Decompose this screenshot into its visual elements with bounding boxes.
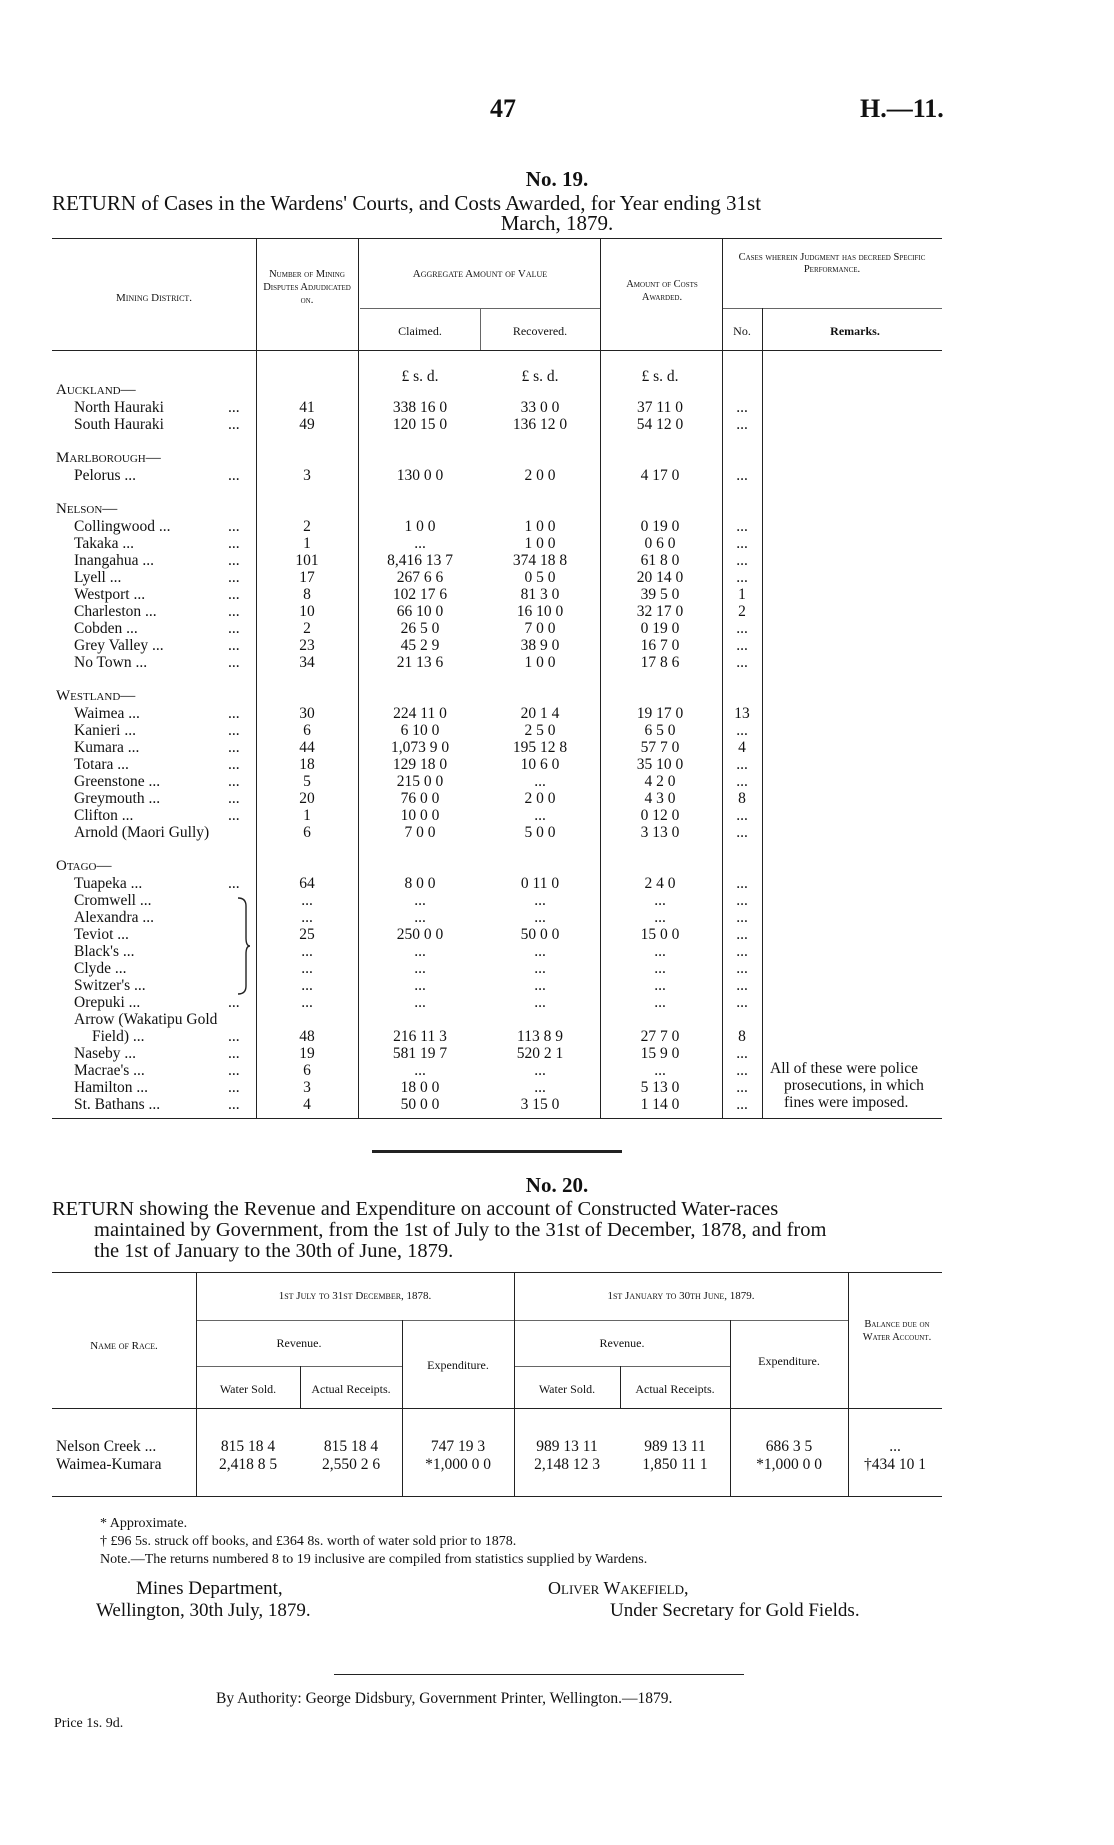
cell-disputes: ... xyxy=(301,977,313,994)
leader-dots: ... xyxy=(228,756,240,773)
leader-dots: ... xyxy=(228,1028,240,1045)
cell-claimed: ... xyxy=(414,960,426,977)
cell-costs: 37 11 0 xyxy=(637,399,683,416)
cell-ws1: 815 18 4 xyxy=(220,1438,276,1455)
cell-recovered: 136 12 0 xyxy=(512,416,568,433)
district-name: Lyell ... xyxy=(74,569,122,586)
cell-no: ... xyxy=(736,943,748,960)
leader-dots: ... xyxy=(228,807,240,824)
cell-claimed: 8,416 13 7 xyxy=(387,552,453,569)
district-name: Kumara ... xyxy=(74,739,140,756)
cell-costs: 4 3 0 xyxy=(644,790,676,807)
district-name: Hamilton ... xyxy=(74,1079,149,1096)
district-name: Grey Valley ... xyxy=(74,637,164,654)
cell-no: 2 xyxy=(738,603,746,620)
cell-costs: ... xyxy=(654,977,666,994)
hdr-recovered: Recovered. xyxy=(512,324,568,338)
page-number: 47 xyxy=(490,94,516,123)
cell-recovered: ... xyxy=(534,960,546,977)
district-name: Alexandra ... xyxy=(74,909,155,926)
leader-dots: ... xyxy=(228,773,240,790)
cell-claimed: 66 10 0 xyxy=(396,603,444,620)
cell-disputes: ... xyxy=(301,943,313,960)
hdr-judgment: Cases wherein Judgment has decreed Specific Performance. xyxy=(738,252,926,275)
leader-dots: ... xyxy=(228,1062,240,1079)
cell-recovered: ... xyxy=(534,994,546,1011)
district-name: Westport ... xyxy=(74,586,146,603)
cell-claimed: 216 11 3 xyxy=(393,1028,447,1045)
district-name: Cromwell ... xyxy=(74,892,152,909)
footnote-dagger: † £96 5s. struck off books, and £364 8s. worth of water sold prior to 1878. xyxy=(100,1534,517,1549)
hdr-expenditure1: Expenditure. xyxy=(427,1358,489,1372)
leader-dots: ... xyxy=(228,399,240,416)
cell-recovered: 1 0 0 xyxy=(524,518,556,535)
remarks-text xyxy=(770,1060,924,1111)
cell-no: ... xyxy=(736,994,748,1011)
cell-recovered: 20 1 4 xyxy=(520,705,560,722)
cell-costs: ... xyxy=(654,943,666,960)
cell-claimed: 26 5 0 xyxy=(400,620,440,637)
cell-costs: ... xyxy=(654,994,666,1011)
district-name: Tuapeka ... xyxy=(74,875,143,892)
cell-disputes: 6 xyxy=(303,824,311,841)
cell-claimed: 130 0 0 xyxy=(396,467,444,484)
bracket-brace xyxy=(236,896,252,996)
cell-claimed: 6 10 0 xyxy=(400,722,440,739)
district-name: Kanieri ... xyxy=(74,722,136,739)
district-name: Teviot ... xyxy=(74,926,129,943)
cell-no: ... xyxy=(736,535,748,552)
district-name: Inangahua ... xyxy=(74,552,155,569)
cell-no: ... xyxy=(736,620,748,637)
hdr-period1: 1st July to 31st December, 1878. xyxy=(278,1290,432,1302)
return20-title-line2: maintained by Government, from the 1st of July to the 31st of December, 1878, and from xyxy=(94,1219,827,1241)
cell-ar1: 815 18 4 xyxy=(323,1438,379,1455)
cell-disputes: 20 xyxy=(299,790,315,807)
cell-no: ... xyxy=(736,1062,748,1079)
district-name: Clifton ... xyxy=(74,807,134,824)
cell-no: ... xyxy=(736,467,748,484)
hdr-period2: 1st January to 30th June, 1879. xyxy=(607,1290,755,1302)
cell-costs: 0 19 0 xyxy=(640,620,680,637)
cell-no: ... xyxy=(736,909,748,926)
hdr-costs: Amount of Costs Awarded. xyxy=(626,279,698,303)
cell-no: 1 xyxy=(738,586,746,603)
district-name: Field) ... xyxy=(92,1028,145,1045)
hdr-revenue2: Revenue. xyxy=(599,1336,645,1350)
cell-no: 4 xyxy=(738,739,746,756)
district-group-heading: Marlborough— xyxy=(56,450,161,466)
cell-no: 13 xyxy=(734,705,750,722)
return20-no: No. 20. xyxy=(525,1173,589,1197)
cell-costs: 0 12 0 xyxy=(640,807,680,824)
cell-disputes: 41 xyxy=(299,399,315,416)
cell-costs: 39 5 0 xyxy=(640,586,680,603)
district-group-heading: Auckland— xyxy=(56,382,136,398)
cell-recovered: 38 9 0 xyxy=(520,637,560,654)
cell-costs: 61 8 0 xyxy=(640,552,680,569)
cell-disputes: 64 xyxy=(299,875,315,892)
leader-dots: ... xyxy=(228,705,240,722)
leader-dots: ... xyxy=(228,1045,240,1062)
cell-costs: 4 2 0 xyxy=(644,773,676,790)
cell-recovered: ... xyxy=(534,943,546,960)
cell-recovered: ... xyxy=(534,1062,546,1079)
cell-disputes: 6 xyxy=(303,1062,311,1079)
cell-claimed: 1,073 9 0 xyxy=(390,739,450,756)
district-name: St. Bathans ... xyxy=(74,1096,161,1113)
cell-costs: ... xyxy=(654,1062,666,1079)
cell-no: ... xyxy=(736,569,748,586)
remarks-line: All of these were police xyxy=(770,1060,919,1077)
hdr-remarks: Remarks. xyxy=(830,324,880,338)
cell-claimed: 215 0 0 xyxy=(396,773,444,790)
district-name: No Town ... xyxy=(74,654,148,671)
cell-claimed: 1 0 0 xyxy=(404,518,436,535)
cell-ws2: 989 13 11 xyxy=(536,1438,598,1455)
cell-claimed: 21 13 6 xyxy=(396,654,444,671)
return19-title-line2: March, 1879. xyxy=(500,211,614,235)
cell-disputes: 101 xyxy=(295,552,319,569)
cell-no: ... xyxy=(736,637,748,654)
cell-recovered: 2 0 0 xyxy=(524,467,556,484)
cell-no: ... xyxy=(736,552,748,569)
district-name: Black's ... xyxy=(74,943,135,960)
cell-claimed: 338 16 0 xyxy=(392,399,448,416)
district-name: Naseby ... xyxy=(74,1045,136,1062)
page-code: H.—11. xyxy=(860,94,944,123)
cell-disputes: 4 xyxy=(303,1096,311,1113)
cell-disputes: 25 xyxy=(299,926,315,943)
district-name: Waimea ... xyxy=(74,705,140,722)
leader-dots: ... xyxy=(228,739,240,756)
cell-no: ... xyxy=(736,1079,748,1096)
hdr-aggregate: Aggregate Amount of Value xyxy=(412,268,548,280)
cell-no: ... xyxy=(736,824,748,841)
cell-costs: 5 13 0 xyxy=(640,1079,680,1096)
return20-title-line3: the 1st of January to the 30th of June, 1879. xyxy=(94,1240,454,1262)
cell-ws2: 2,148 12 3 xyxy=(534,1456,600,1473)
cell-no: ... xyxy=(736,807,748,824)
cell-claimed: 267 6 6 xyxy=(396,569,444,586)
leader-dots: ... xyxy=(228,722,240,739)
cell-no: ... xyxy=(736,875,748,892)
cell-costs: 20 14 0 xyxy=(636,569,684,586)
district-group-heading: Nelson— xyxy=(56,501,118,517)
cell-no: 8 xyxy=(738,1028,746,1045)
sig-name: Oliver Wakefield, xyxy=(548,1578,689,1598)
cell-no: ... xyxy=(736,654,748,671)
district-name: Takaka ... xyxy=(74,535,135,552)
cell-claimed: 8 0 0 xyxy=(404,875,436,892)
cell-claimed: ... xyxy=(414,943,426,960)
district-name: Cobden ... xyxy=(74,620,138,637)
cell-ex1: 747 19 3 xyxy=(430,1438,486,1455)
cell-ws1: 2,418 8 5 xyxy=(218,1456,278,1473)
cell-claimed: ... xyxy=(414,994,426,1011)
cell-no: ... xyxy=(736,926,748,943)
cell-claimed: 18 0 0 xyxy=(400,1079,440,1096)
cell-disputes: 17 xyxy=(299,569,315,586)
cell-costs: 16 7 0 xyxy=(640,637,680,654)
currency-costs: £ s. d. xyxy=(641,368,679,385)
district-name: Greymouth ... xyxy=(74,790,161,807)
leader-dots: ... xyxy=(228,790,240,807)
price: Price 1s. 9d. xyxy=(54,1716,124,1731)
cell-recovered: ... xyxy=(534,1079,546,1096)
cell-recovered: 7 0 0 xyxy=(524,620,556,637)
cell-no: ... xyxy=(736,399,748,416)
cell-disputes: 8 xyxy=(303,586,311,603)
cell-disputes: 3 xyxy=(303,1079,311,1096)
cell-ex2: *1,000 0 0 xyxy=(756,1456,822,1473)
cell-costs: 57 7 0 xyxy=(640,739,680,756)
leader-dots: ... xyxy=(228,654,240,671)
cell-ar2: 1,850 11 1 xyxy=(642,1456,708,1473)
sig-title: Under Secretary for Gold Fields. xyxy=(610,1600,860,1621)
cell-recovered: ... xyxy=(534,892,546,909)
cell-claimed: 224 11 0 xyxy=(393,705,447,722)
leader-dots: ... xyxy=(228,603,240,620)
cell-no: ... xyxy=(736,1096,748,1113)
cell-bal: †434 10 1 xyxy=(864,1456,926,1473)
cell-recovered: 2 0 0 xyxy=(524,790,556,807)
hdr-disputes: Number of Mining Disputes Adjudicated on. xyxy=(263,269,351,306)
district-name: Switzer's ... xyxy=(74,977,146,994)
hdr-balance: Balance due on Water Account. xyxy=(862,1319,932,1343)
cell-costs: 35 10 0 xyxy=(636,756,684,773)
currency-claimed: £ s. d. xyxy=(401,368,439,385)
hdr-claimed: Claimed. xyxy=(398,324,442,338)
cell-disputes: 2 xyxy=(303,620,311,637)
cell-costs: 4 17 0 xyxy=(640,467,680,484)
cell-disputes: 49 xyxy=(299,416,315,433)
cell-recovered: 195 12 8 xyxy=(512,739,568,756)
cell-claimed: 129 18 0 xyxy=(392,756,448,773)
cell-costs: 32 17 0 xyxy=(636,603,684,620)
cell-no: ... xyxy=(736,773,748,790)
cell-no: ... xyxy=(736,1045,748,1062)
cell-disputes: 6 xyxy=(303,722,311,739)
hdr-water-sold2: Water Sold. xyxy=(538,1382,596,1396)
cell-disputes: ... xyxy=(301,994,313,1011)
cell-costs: 6 5 0 xyxy=(644,722,676,739)
remarks-line: fines were imposed. xyxy=(784,1094,909,1111)
cell-recovered: 33 0 0 xyxy=(520,399,560,416)
hdr-expenditure2: Expenditure. xyxy=(758,1354,820,1368)
district-name: Pelorus ... xyxy=(74,467,136,484)
district-name: Greenstone ... xyxy=(74,773,161,790)
cell-claimed: 50 0 0 xyxy=(400,1096,440,1113)
cell-costs: ... xyxy=(654,909,666,926)
cell-recovered: ... xyxy=(534,773,546,790)
district-group-heading: Westland— xyxy=(56,688,136,704)
cell-disputes: 1 xyxy=(303,535,311,552)
district-group-heading: Otago— xyxy=(56,858,112,874)
cell-no: ... xyxy=(736,722,748,739)
cell-claimed: 581 19 7 xyxy=(392,1045,448,1062)
cell-costs: 17 8 6 xyxy=(640,654,680,671)
cell-recovered: 0 5 0 xyxy=(524,569,556,586)
cell-no: ... xyxy=(736,960,748,977)
hdr-no: No. xyxy=(733,324,751,338)
return20-title-line1: RETURN showing the Revenue and Expenditure on account of Constructed Water-races xyxy=(52,1198,779,1220)
currency-recovered: £ s. d. xyxy=(521,368,559,385)
cell-ex2: 686 3 5 xyxy=(765,1438,813,1455)
leader-dots: ... xyxy=(228,552,240,569)
cell-recovered: ... xyxy=(534,977,546,994)
cell-claimed: 120 15 0 xyxy=(392,416,448,433)
district-name: Charleston ... xyxy=(74,603,157,620)
cell-claimed: ... xyxy=(414,977,426,994)
leader-dots: ... xyxy=(228,535,240,552)
cell-recovered: 0 11 0 xyxy=(520,875,560,892)
leader-dots: ... xyxy=(228,875,240,892)
cell-disputes: ... xyxy=(301,909,313,926)
cell-disputes: 19 xyxy=(299,1045,315,1062)
sig-dept: Mines Department, xyxy=(136,1578,283,1599)
imprint: By Authority: George Didsbury, Government Printer, Wellington.—1879. xyxy=(216,1690,673,1707)
district-name: South Hauraki xyxy=(74,416,164,433)
cell-recovered: ... xyxy=(534,807,546,824)
cell-costs: ... xyxy=(654,960,666,977)
cell-recovered: 10 6 0 xyxy=(520,756,560,773)
leader-dots: ... xyxy=(228,1096,240,1113)
district-name: Orepuki ... xyxy=(74,994,141,1011)
cell-recovered: 374 18 8 xyxy=(512,552,568,569)
cell-ar2: 989 13 11 xyxy=(644,1438,706,1455)
cell-disputes: 2 xyxy=(303,518,311,535)
cell-claimed: 102 17 6 xyxy=(392,586,448,603)
cell-disputes: 18 xyxy=(299,756,315,773)
cell-costs: 27 7 0 xyxy=(640,1028,680,1045)
leader-dots: ... xyxy=(228,569,240,586)
district-name: Macrae's ... xyxy=(74,1062,145,1079)
cell-bal: ... xyxy=(889,1438,901,1455)
cell-recovered: 1 0 0 xyxy=(524,535,556,552)
leader-dots: ... xyxy=(228,620,240,637)
cell-recovered: 50 0 0 xyxy=(520,926,560,943)
cell-disputes: ... xyxy=(301,960,313,977)
leader-dots: ... xyxy=(228,994,240,1011)
cell-claimed: 250 0 0 xyxy=(396,926,444,943)
cell-disputes: 34 xyxy=(299,654,315,671)
return19-no: No. 19. xyxy=(525,167,589,191)
cell-claimed: 45 2 9 xyxy=(400,637,440,654)
cell-costs: 15 0 0 xyxy=(640,926,680,943)
cell-claimed: 10 0 0 xyxy=(400,807,440,824)
remarks-line: prosecutions, in which xyxy=(784,1077,924,1094)
cell-recovered: 16 10 0 xyxy=(516,603,564,620)
cell-disputes: 1 xyxy=(303,807,311,824)
hdr-actual-receipts2: Actual Receipts. xyxy=(635,1382,715,1396)
cell-recovered: 520 2 1 xyxy=(516,1045,564,1062)
cell-ar1: 2,550 2 6 xyxy=(321,1456,381,1473)
cell-no: ... xyxy=(736,416,748,433)
footnote-note: Note.—The returns numbered 8 to 19 inclusive are compiled from statistics supplied by Wardens. xyxy=(100,1552,648,1567)
cell-claimed: 7 0 0 xyxy=(404,824,436,841)
cell-disputes: 10 xyxy=(299,603,315,620)
cell-disputes: 30 xyxy=(299,705,315,722)
return19-title-line1: RETURN of Cases in the Wardens' Courts, and Costs Awarded, for Year ending 31st xyxy=(52,191,762,215)
cell-recovered: 5 0 0 xyxy=(524,824,556,841)
leader-dots: ... xyxy=(228,518,240,535)
district-name: Collingwood ... xyxy=(74,518,171,535)
cell-costs: 15 9 0 xyxy=(640,1045,680,1062)
cell-claimed: ... xyxy=(414,535,426,552)
district-name: North Hauraki xyxy=(74,399,164,416)
district-name: Totara ... xyxy=(74,756,129,773)
cell-recovered: 3 15 0 xyxy=(520,1096,560,1113)
leader-dots: ... xyxy=(228,637,240,654)
cell-costs: 1 14 0 xyxy=(640,1096,680,1113)
race-name: Nelson Creek ... xyxy=(56,1438,157,1455)
cell-disputes: 48 xyxy=(299,1028,315,1045)
cell-claimed: 76 0 0 xyxy=(400,790,440,807)
cell-costs: 19 17 0 xyxy=(636,705,684,722)
cell-claimed: ... xyxy=(414,1062,426,1079)
cell-disputes: 44 xyxy=(299,739,315,756)
cell-disputes: ... xyxy=(301,892,313,909)
cell-costs: ... xyxy=(654,892,666,909)
cell-disputes: 5 xyxy=(303,773,311,790)
cell-no: ... xyxy=(736,977,748,994)
cell-disputes: 23 xyxy=(299,637,315,654)
district-name: Arrow (Wakatipu Gold xyxy=(74,1011,218,1028)
cell-recovered: ... xyxy=(534,909,546,926)
hdr-water-sold1: Water Sold. xyxy=(219,1382,277,1396)
cell-recovered: 113 8 9 xyxy=(517,1028,563,1045)
cell-claimed: ... xyxy=(414,909,426,926)
sig-place-date: Wellington, 30th July, 1879. xyxy=(96,1600,311,1621)
leader-dots: ... xyxy=(228,416,240,433)
cell-recovered: 2 5 0 xyxy=(524,722,556,739)
cell-recovered: 81 3 0 xyxy=(520,586,560,603)
leader-dots: ... xyxy=(228,1079,240,1096)
district-name: Clyde ... xyxy=(74,960,127,977)
cell-costs: 2 4 0 xyxy=(644,875,676,892)
cell-no: 8 xyxy=(738,790,746,807)
district-name: Arnold (Maori Gully) xyxy=(74,824,210,841)
cell-costs: 54 12 0 xyxy=(636,416,684,433)
footnote-approx: * Approximate. xyxy=(100,1516,188,1531)
hdr-revenue1: Revenue. xyxy=(276,1336,322,1350)
cell-claimed: ... xyxy=(414,892,426,909)
cell-costs: 3 13 0 xyxy=(640,824,680,841)
cell-no: ... xyxy=(736,756,748,773)
race-name: Waimea-Kumara xyxy=(56,1456,162,1473)
cell-ex1: *1,000 0 0 xyxy=(425,1456,491,1473)
leader-dots: ... xyxy=(228,467,240,484)
cell-costs: 0 19 0 xyxy=(640,518,680,535)
cell-recovered: 1 0 0 xyxy=(524,654,556,671)
cell-no: ... xyxy=(736,518,748,535)
hdr-district: Mining District. xyxy=(115,292,193,304)
hdr-actual-receipts1: Actual Receipts. xyxy=(311,1382,391,1396)
cell-disputes: 3 xyxy=(303,467,311,484)
leader-dots: ... xyxy=(228,586,240,603)
hdr-race-name: Name of Race. xyxy=(90,1340,158,1352)
cell-no: ... xyxy=(736,892,748,909)
cell-costs: 0 6 0 xyxy=(644,535,676,552)
